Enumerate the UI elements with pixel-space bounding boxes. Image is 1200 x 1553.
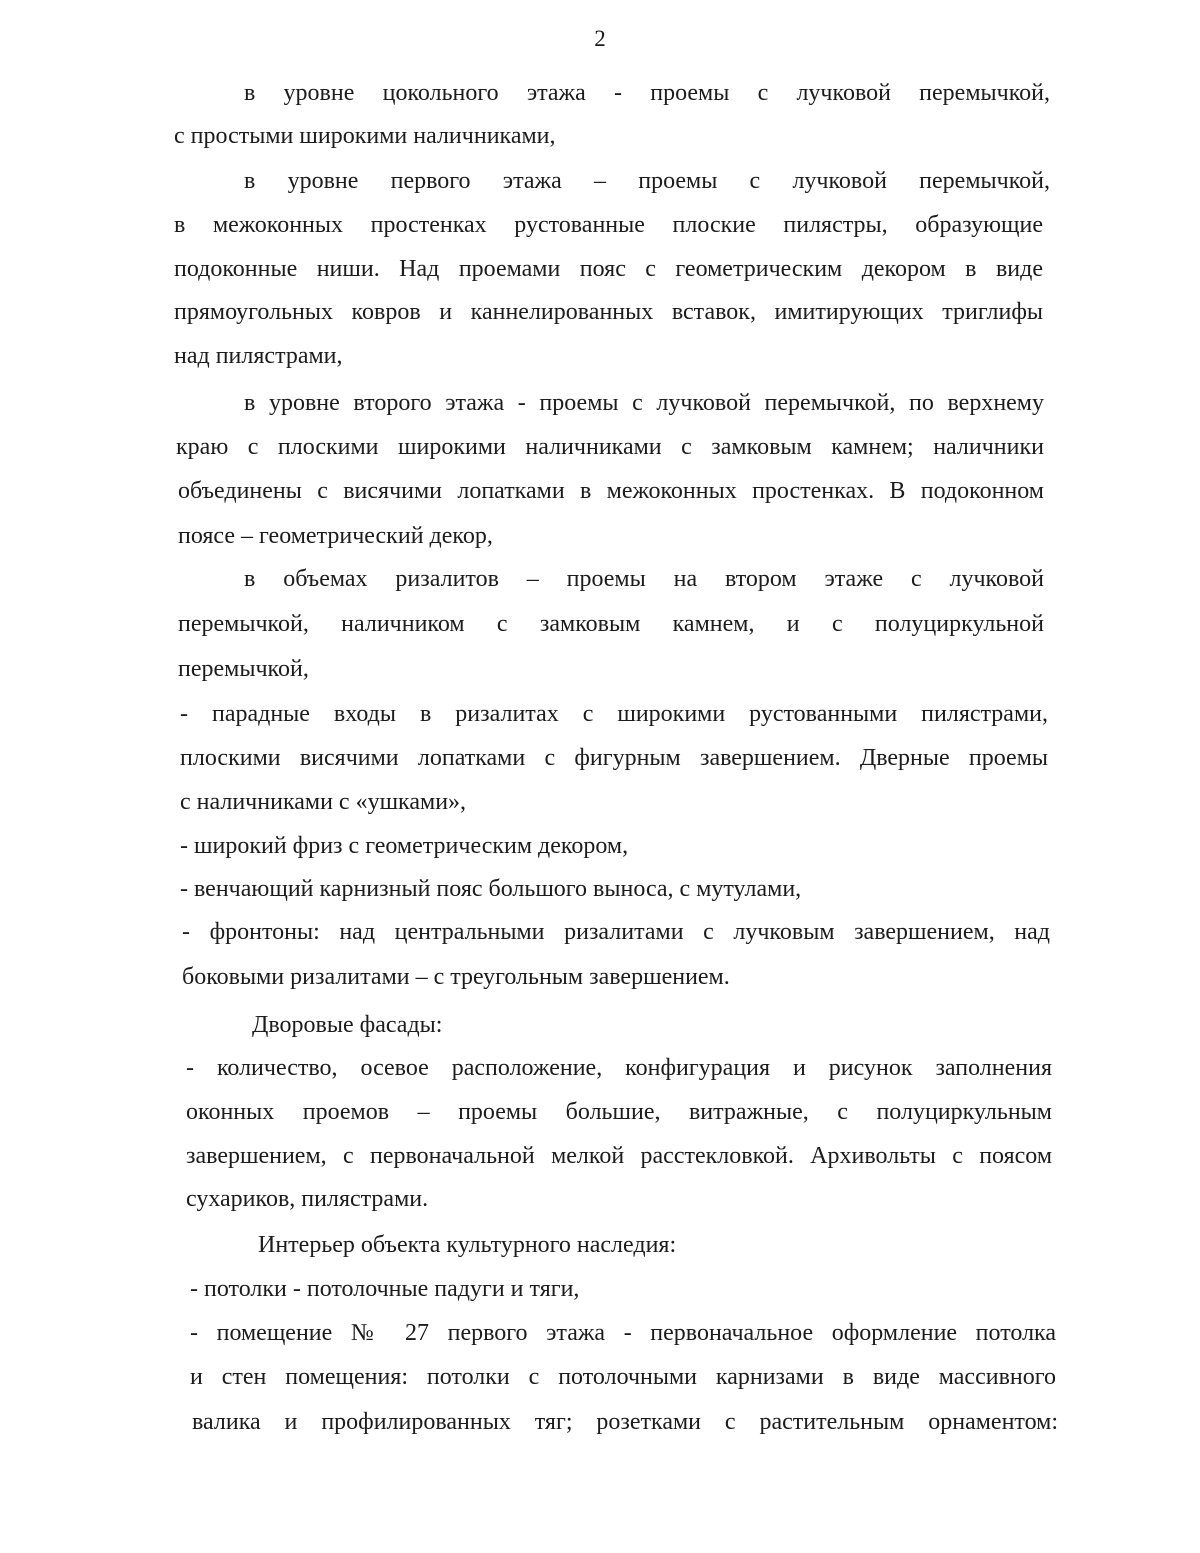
text-line: в уровне цокольного этажа - проемы с лучковой перемычкой, [244,80,1050,106]
text-line: в объемах ризалитов – проемы на втором этаже с лучковой [244,566,1044,592]
text-line: в уровне первого этажа – проемы с лучковой перемычкой, [244,168,1050,194]
text-line: - парадные входы в ризалитах с широкими рустованными пилястрами, [180,701,1048,727]
text-line: с наличниками с «ушками», [180,789,467,815]
text-line: - количество, осевое расположение, конфигурация и рисунок заполнения [186,1055,1052,1081]
page-number: 2 [594,26,606,51]
text-line: в уровне второго этажа - проемы с лучковой перемычкой, по верхнему [244,390,1044,416]
text-line: - потолки - потолочные падуги и тяги, [190,1276,580,1302]
text-line: - широкий фриз с геометрическим декором, [180,833,629,859]
text-line: объединены с висячими лопатками в межоконных простенках. В подоконном [178,478,1044,504]
text-line: прямоугольных ковров и каннелированных вставок, имитирующих триглифы [174,299,1043,325]
text-line: плоскими висячими лопатками с фигурным завершением. Дверные проемы [180,745,1048,771]
text-line: Интерьер объекта культурного наследия: [258,1232,677,1258]
text-line: - фронтоны: над центральными ризалитами с лучковым завершением, над [182,919,1050,945]
text-line: с простыми широкими наличниками, [174,123,556,149]
text-line: - помещение № 27 первого этажа - первоначальное оформление потолка [190,1320,1056,1346]
text-line: подоконные ниши. Над проемами пояс с геометрическим декором в виде [174,256,1043,282]
text-line: поясе – геометрический декор, [178,523,493,549]
text-line: валика и профилированных тяг; розетками с растительным орнаментом: [192,1409,1058,1435]
text-line: краю с плоскими широкими наличниками с замковым камнем; наличники [176,434,1044,460]
text-line: и стен помещения: потолки с потолочными карнизами в виде массивного [190,1364,1056,1390]
text-line: оконных проемов – проемы большие, витражные, с полуциркульным [186,1099,1052,1125]
text-line: Дворовые фасады: [252,1012,443,1038]
text-line: сухариков, пилястрами. [186,1186,429,1212]
text-line: завершением, с первоначальной мелкой расстекловкой. Архивольты с поясом [186,1143,1052,1169]
text-line: над пилястрами, [174,343,343,369]
text-line: перемычкой, наличником с замковым камнем, и с полуциркульной [178,611,1044,637]
text-line: в межоконных простенках рустованные плоские пилястры, образующие [174,212,1043,238]
text-line: перемычкой, [178,656,309,682]
text-line: - венчающий карнизный пояс большого выноса, с мутулами, [180,876,802,902]
text-line: боковыми ризалитами – с треугольным завершением. [182,964,730,990]
